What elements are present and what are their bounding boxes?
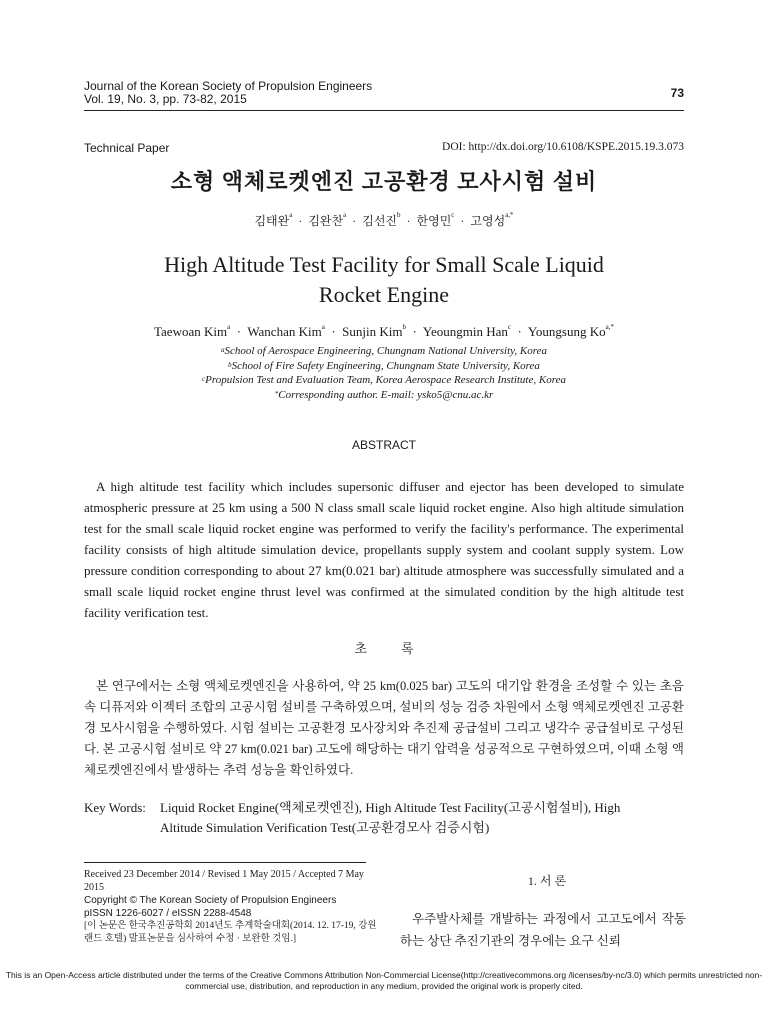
title-korean: 소형 액체로켓엔진 고공환경 모사시험 설비 <box>170 169 598 194</box>
volume-info: Vol. 19, No. 3, pp. 73-82, 2015 <box>84 92 247 106</box>
page-number: 73 <box>670 86 684 100</box>
korean-author-sup: a,* <box>505 211 514 219</box>
paper-type: Technical Paper <box>84 141 170 155</box>
author-separator: · <box>292 214 309 228</box>
section1-text: 우주발사체를 개발하는 과정에서 고고도에서 작동하는 상단 추진기관의 경우에는 요구 신뢰 <box>400 912 686 948</box>
affiliation-sup: * <box>274 389 279 398</box>
title-english <box>100 250 668 310</box>
korean-author-name: 김태완 <box>254 214 290 228</box>
keywords-line2: Altitude Simulation Verification Test(고공환경모사 검증시험) <box>160 820 490 835</box>
english-author-sup: c <box>507 323 511 331</box>
english-author-sup: b <box>402 323 406 331</box>
affiliation-line <box>0 388 768 403</box>
english-author-name: Sunjin Kim <box>342 324 403 339</box>
korean-author-sup: c <box>451 211 455 219</box>
footnote <box>84 868 384 946</box>
abstract-heading: ABSTRACT <box>351 438 416 452</box>
affiliation-line <box>0 373 768 388</box>
authors-korean <box>0 212 768 229</box>
authors-english <box>0 324 768 340</box>
keywords <box>84 798 684 838</box>
title-english-line2: Rocket Engine <box>318 282 450 307</box>
english-author-name: Wanchan Kim <box>247 324 322 339</box>
affiliation-text: Propulsion Test and Evaluation Team, Korea Aerospace Research Institute, Korea <box>205 374 566 386</box>
korean-author-name: 고영성 <box>470 214 506 228</box>
affiliations <box>0 344 768 402</box>
header-rule <box>84 110 684 111</box>
english-author-name: Taewoan Kim <box>154 324 228 339</box>
affiliation-sup: b <box>228 360 232 369</box>
section1-heading: 1. 서 론 <box>527 874 567 888</box>
chorok-text: 본 연구에서는 소형 액체로켓엔진을 사용하여, 약 25 km(0.025 bar) 고도의 대기압 환경을 조성할 수 있는 초음속 디퓨저와 이젝터 조합의 고공시험 설비를 구축하였으며, 설비의 성능 검증 차원에서 소형 액체로켓엔진 고공환경 모사시험을 수행하였다. 시험 설비는 고공환경 모사장치와 추진제 공급설비 그리고 냉각수 공급설비로 구성된다. 본 고공시험 설비로 약 27 km(0.021 bar) 고도에 해당하는 대기 압력을 성공적으로 구현하였으며, 이때 소형 액체로켓엔진에서 발생하는 추력 성능을 확인하였다. <box>84 679 684 777</box>
affiliation-text: School of Aerospace Engineering, Chungnam National University, Korea <box>224 345 548 357</box>
affiliation-sup: c <box>202 375 206 383</box>
author-separator: · <box>454 214 471 228</box>
conference-note: [이 논문은 한국추진공학회 2014년도 추계학술대회(2014. 12. 17-19, 강원랜드 호텔) 발표논문을 심사하여 수정 · 보완한 것임.] <box>84 921 377 944</box>
author-separator: · <box>346 214 363 228</box>
english-author-sup: a <box>227 323 231 331</box>
issn: pISSN 1226-6027 / eISSN 2288-4548 <box>84 908 252 919</box>
affiliation-line <box>0 359 768 374</box>
author-separator: · <box>400 214 417 228</box>
copyright: Copyright © The Korean Society of Propulsion Engineers <box>84 895 337 906</box>
english-author-sup: a,* <box>605 323 614 331</box>
author-separator: · <box>510 324 528 339</box>
korean-author-name: 한영민 <box>416 214 452 228</box>
korean-author-name: 김완찬 <box>308 214 344 228</box>
affiliation-line <box>0 344 768 359</box>
keywords-line1: Liquid Rocket Engine(액체로켓엔진), High Altitude Test Facility(고공시험설비), High <box>160 800 621 815</box>
journal-name: Journal of the Korean Society of Propulsion Engineers <box>84 79 373 93</box>
author-separator: · <box>324 324 343 339</box>
received-dates: Received 23 December 2014 / Revised 1 May 2015 / Accepted 7 May 2015 <box>84 869 364 893</box>
doi-link[interactable]: DOI: http://dx.doi.org/10.6108/KSPE.2015.19.3.073 <box>442 141 684 153</box>
license-notice: This is an Open-Access article distributed under the terms of the Creative Commons Attribution Non-Commercial License(http://creativecommons.org /licenses/by-nc/3.0) which permits unrestricted non-commercial use, distribution, and reproduction in any medium, provided the original work is properly cited. <box>5 970 763 991</box>
abstract-text: A high altitude test facility which includes supersonic diffuser and ejector has been developed to simulate atmospheric pressure at 25 km using a 500 N class small scale liquid rocket engine. Also high altitude simulation test for the small scale liquid rocket engine was performed to verify the facility's performance. The experimental facility consists of high altitude simulation device, propellants supply system and coolant supply system. Low pressure condition corresponding to about 27 km(0.021 bar) altitude atmosphere was successfully simulated and a small scale liquid rocket engine thrust level was confirmed at the simulated condition by the high altitude test facility verification test. <box>84 479 684 620</box>
english-author-sup: a <box>321 323 325 331</box>
author-separator: · <box>230 324 248 339</box>
chorok-heading: 초록 <box>354 641 448 656</box>
english-author-name: Youngsung Ko <box>527 324 606 339</box>
title-english-line1: High Altitude Test Facility for Small Scale Liquid <box>164 252 604 277</box>
korean-author-sup: a <box>343 211 347 219</box>
journal-header <box>84 80 372 106</box>
affiliation-text: School of Fire Safety Engineering, Chungnam State University, Korea <box>231 359 540 372</box>
author-separator: · <box>406 324 423 339</box>
korean-author-sup: a <box>289 211 293 219</box>
english-author-name: Yeoungmin Han <box>422 324 508 339</box>
affiliation-text: Corresponding author. E-mail: ysko5@cnu.ac.kr <box>278 388 494 401</box>
korean-author-name: 김선진 <box>362 214 398 228</box>
footnote-rule <box>84 862 366 863</box>
affiliation-sup: a <box>220 346 225 354</box>
korean-author-sup: b <box>397 211 401 219</box>
keywords-label: Key Words: <box>84 800 146 815</box>
